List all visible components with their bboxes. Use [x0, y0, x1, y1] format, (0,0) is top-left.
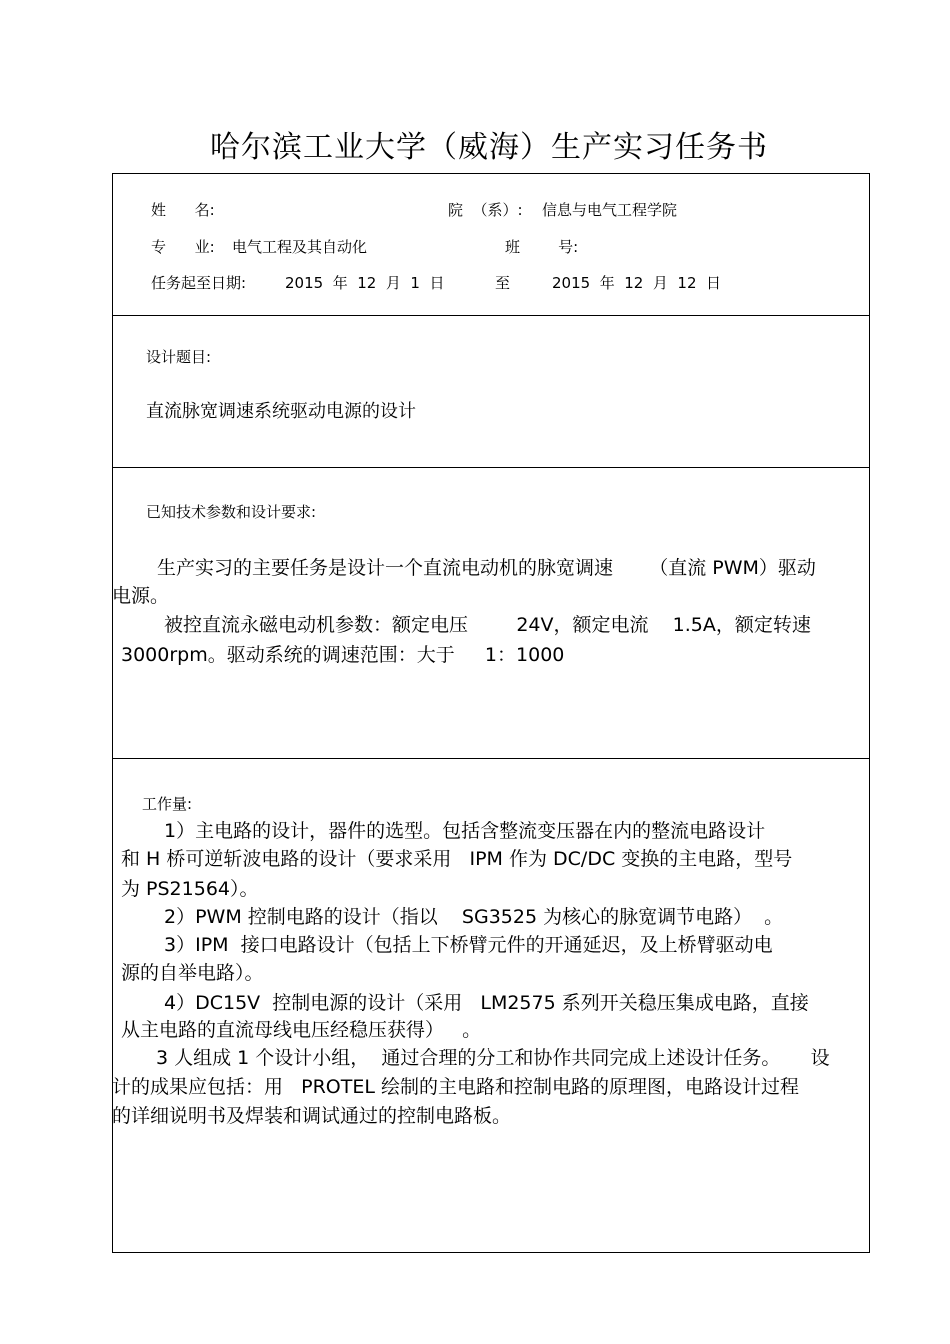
workload-line: 和 H 桥可逆斩波电路的设计（要求采用 IPM 作为 DC/DC 变换的主电路，型号 [121, 848, 793, 870]
requirements-label: 已知技术参数和设计要求: [146, 503, 317, 521]
section-divider [112, 467, 870, 468]
workload-line: 计的成果应包括：用 PROTEL 绘制的主电路和控制电路的原理图，电路设计过程 [112, 1076, 799, 1098]
topic-label: 设计题目: [146, 348, 212, 366]
section-divider [112, 758, 870, 759]
requirements-line: 电源。 [112, 585, 170, 607]
class-label: 班 号: [505, 238, 579, 256]
workload-line: 4）DC15V 控制电源的设计（采用 LM2575 系列开关稳压集成电路，直接 [164, 992, 809, 1014]
workload-line: 的详细说明书及焊装和调试通过的控制电路板。 [112, 1105, 512, 1127]
section-divider [112, 315, 870, 316]
dept-label: 院 （系）: [448, 201, 523, 219]
workload-line: 从主电路的直流母线电压经稳压获得） 。 [121, 1019, 482, 1041]
workload-line: 3）IPM 接口电路设计（包括上下桥臂元件的开通延迟，及上桥臂驱动电 [164, 934, 773, 956]
topic-value: 直流脉宽调速系统驱动电源的设计 [146, 401, 416, 422]
start-date: 2015 年 12 月 1 日 [285, 274, 445, 292]
page-title: 哈尔滨工业大学（威海）生产实习任务书 [210, 130, 768, 165]
major-label: 专 业: [151, 238, 215, 256]
workload-line: 2）PWM 控制电路的设计（指以 SG3525 为核心的脉宽调节电路） 。 [164, 906, 784, 928]
requirements-line: 3000rpm。驱动系统的调速范围：大于 1：1000 [121, 644, 565, 666]
workload-line: 3 人组成 1 个设计小组， 通过合理的分工和协作共同完成上述设计任务。 设 [156, 1047, 830, 1069]
end-date: 2015 年 12 月 12 日 [552, 274, 722, 292]
major-value: 电气工程及其自动化 [232, 238, 368, 256]
workload-line: 1）主电路的设计，器件的选型。包括含整流变压器在内的整流电路设计 [164, 820, 766, 842]
workload-line: 源的自举电路）。 [121, 962, 264, 984]
workload-label: 工作量: [142, 795, 193, 813]
dept-value: 信息与电气工程学院 [542, 201, 678, 219]
date-label: 任务起至日期: [151, 274, 247, 292]
date-to: 至 [495, 274, 511, 292]
requirements-line: 被控直流永磁电动机参数：额定电压 24V，额定电流 1.5A，额定转速 [164, 614, 811, 636]
name-label: 姓 名: [151, 201, 215, 219]
requirements-line: 生产实习的主要任务是设计一个直流电动机的脉宽调速 （直流 PWM）驱动 [157, 557, 816, 579]
workload-line: 为 PS21564）。 [121, 878, 259, 900]
